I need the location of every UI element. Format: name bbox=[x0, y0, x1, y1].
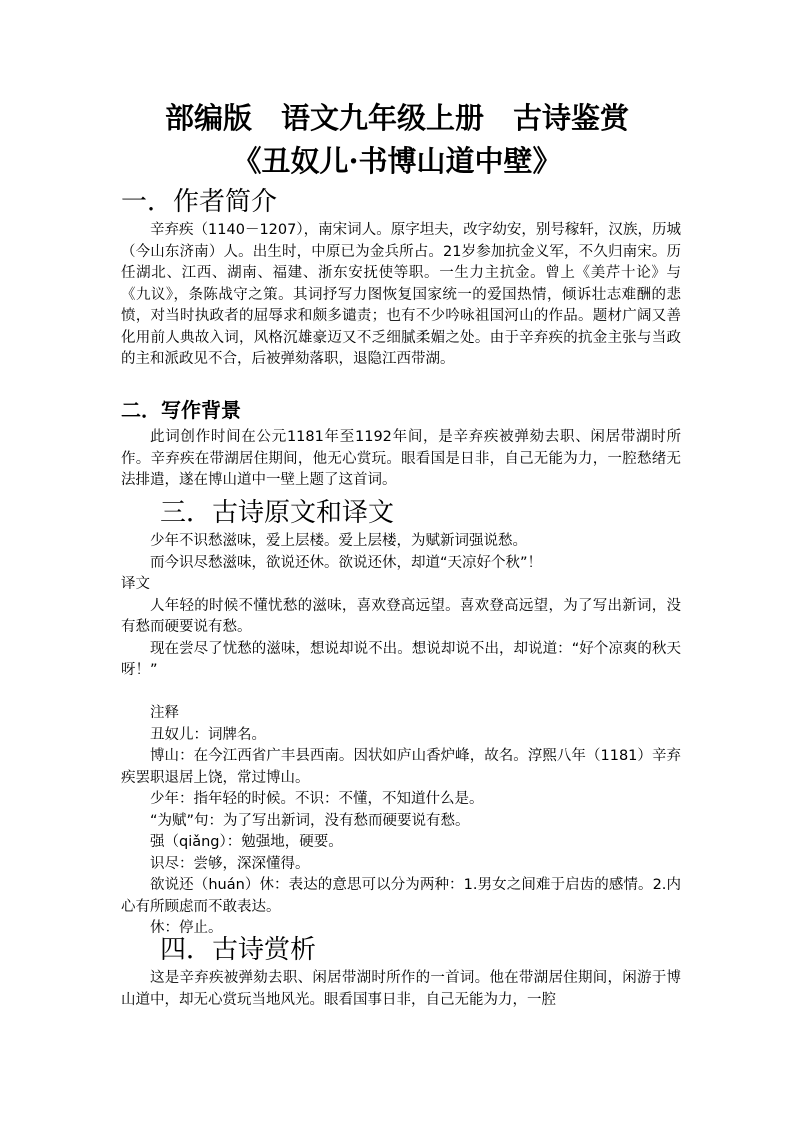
notes-label: 注释 bbox=[150, 705, 179, 721]
poem-line-1: 少年不识愁滋味，爱上层楼。爱上层楼，为赋新词强说愁。 bbox=[150, 533, 527, 549]
author-paragraph: 辛弃疾（1140－1207），南宋词人。原字坦夫，改字幼安，别号稼轩，汉族，历城（今山东济南）人。出生时，中原已为金兵所占。21岁参加抗金义军，不久归南宋。历任湖北、江西、湖南、福建、浙东安抚使等职。一生力主抗金。曾上《美芹十论》与《九议》，条陈战守之策。其词抒写力图恢复国家统一的爱国热情，倾诉壮志难酬的悲愤，对当时执政者的屈辱求和颇多谴责；也有不少吟咏祖国河山的作品。题材广阔又善化用前人典故入词，风格沉雄豪迈又不乏细腻柔媚之处。由于辛弃疾的抗金主张与当政的主和派政见不合，后被弹劾落职，退隐江西带湖。 bbox=[121, 222, 681, 367]
background-section bbox=[121, 427, 681, 492]
poem-title: 《丑奴儿·书博山道中壁》 bbox=[232, 144, 562, 178]
background-paragraph: 此词创作时间在公元1181年至1192年间，是辛弃疾被弹劾去职、闲居带湖时所作。辛弃疾在带湖居住期间，他无心赏玩。眼看国是日非，自己无能为力，一腔愁绪无法排遣，遂在博山道中一壁上题了这首词。 bbox=[121, 429, 681, 488]
note-item: 欲说还（huán）休：表达的意思可以分为两种：1.男女之间难于启齿的感情。2.内心有所顾虑而不敢表达。 bbox=[121, 877, 681, 915]
document-title: 部编版 语文九年级上册 古诗鉴赏 bbox=[164, 101, 629, 135]
note-item: 识尽：尝够，深深懂得。 bbox=[150, 855, 310, 872]
translation-label: 译文 bbox=[121, 576, 150, 592]
analysis-section bbox=[121, 968, 681, 1011]
note-item: 博山：在今江西省广丰县西南。因状如庐山香炉峰，故名。淳熙八年（1181）辛弃疾罢职退居上饶，常过博山。 bbox=[121, 748, 681, 786]
section-heading-analysis: 四．古诗赏析 bbox=[160, 935, 317, 965]
translation-paragraph-2: 现在尝尽了忧愁的滋味，想说却说不出。想说却说不出，却说道：“好个凉爽的秋天呀！” bbox=[121, 640, 681, 678]
note-item: 强（qiǎng）：勉强地，硬要。 bbox=[150, 834, 343, 850]
note-item: 少年：指年轻的时候。不识：不懂，不知道什么是。 bbox=[150, 791, 484, 807]
analysis-paragraph: 这是辛弃疾被弹劾去职、闲居带湖时所作的一首词。他在带湖居住期间，闲游于博山道中，却无心赏玩当地风光。眼看国事日非，自己无能为力，一腔 bbox=[121, 970, 681, 1008]
poem-line-2: 而今识尽愁滋味，欲说还休。欲说还休，却道“天凉好个秋”！ bbox=[150, 554, 543, 571]
translation-paragraph-1: 人年轻的时候不懂忧愁的滋味，喜欢登高远望。喜欢登高远望，为了写出新词，没有愁而硬要说有愁。 bbox=[121, 597, 681, 635]
blank-line bbox=[121, 682, 681, 704]
note-item: “为赋”句：为了写出新词，没有愁而硬要说有愁。 bbox=[150, 812, 470, 829]
section-heading-author: 一．作者简介 bbox=[121, 187, 278, 217]
note-item: 休：停止。 bbox=[150, 920, 223, 936]
section-heading-background: 二．写作背景 bbox=[121, 398, 241, 422]
note-item: 丑奴儿：词牌名。 bbox=[150, 726, 266, 743]
section-heading-poem: 三．古诗原文和译文 bbox=[160, 498, 395, 528]
poem-section bbox=[121, 531, 681, 940]
author-intro bbox=[121, 220, 681, 371]
